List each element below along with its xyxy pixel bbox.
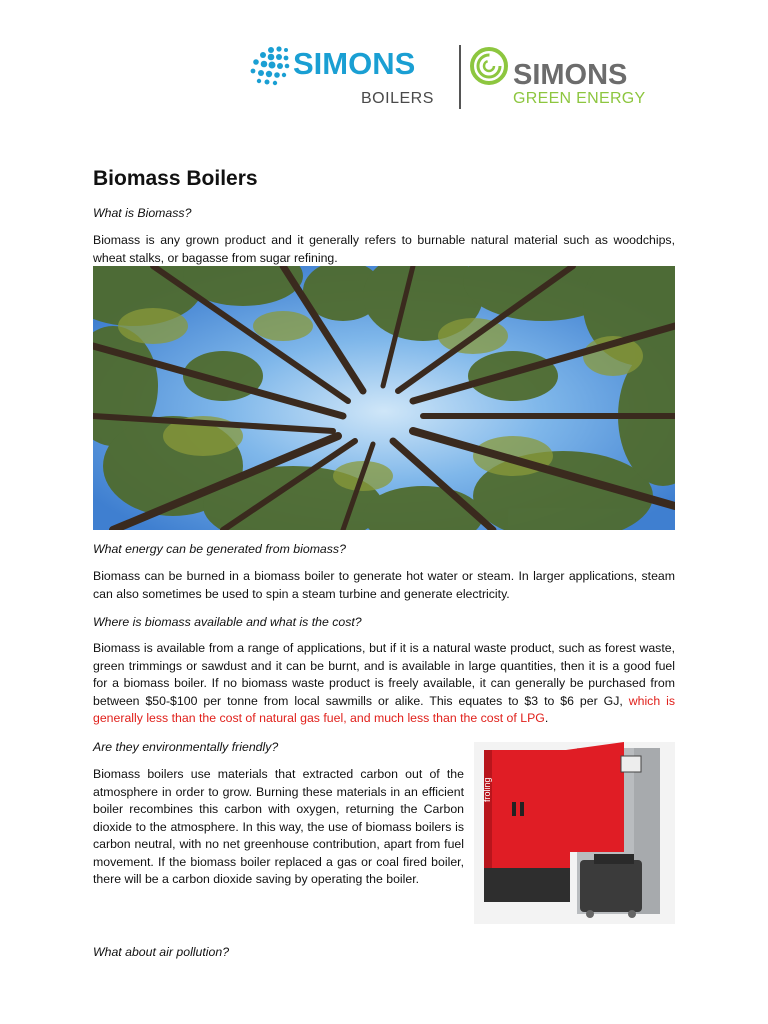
- question-availability-cost: Where is biomass available and what is the cost?: [93, 615, 362, 629]
- logo-simons-text: SIMONS: [293, 46, 416, 81]
- question-energy-generated: What energy can be generated from biomass?: [93, 542, 346, 556]
- dots-logo-icon: [249, 46, 291, 86]
- paragraph-what-is-biomass: Biomass is any grown product and it generally refers to burnable natural material such as woodchips, wheat stalks, or bagasse from sugar refining.: [93, 233, 675, 265]
- page-title: Biomass Boilers: [93, 167, 258, 190]
- logo-green-energy-text: GREEN ENERGY: [513, 90, 646, 107]
- cost-text-end: .: [544, 711, 549, 725]
- boiler-brand-text: froling: [482, 777, 492, 802]
- paragraph-availability-cost: [93, 640, 675, 728]
- biomass-boiler-image: [474, 742, 675, 924]
- cost-highlight-text: which is generally less than the cost of natural gas fuel, and much less than the cost of LPG: [93, 693, 675, 725]
- question-air-pollution: What about air pollution?: [93, 945, 230, 959]
- simons-green-energy-logo: [469, 46, 669, 110]
- logo-divider: [459, 45, 461, 109]
- paragraph-environment: Biomass boilers use materials that extracted carbon out of the atmosphere in order to grow. Burning these materials in an efficient boiler recombines this carbon with oxygen, returning the Carbon dioxide to the atmosphere. In this way, the use of biomass boilers is carbon neutral, with no net greenhouse contribution, apart from fuel movement. If the biomass boiler replaced a gas or coal fired boiler, there will be a carbon dioxide saving by operating the boiler.: [93, 767, 464, 886]
- paragraph-energy-generated: Biomass can be burned in a biomass boiler to generate hot water or steam. In larger applications, steam can also sometimes be used to spin a steam turbine and generate electricity.: [93, 569, 675, 601]
- cost-text: Biomass is available from a range of applications, but if it is a natural waste product, such as forest waste, green trimmings or sawdust and it can be burnt, and is available in large quantities, then it is a good fuel for a biomass boiler. If no biomass waste product is freely available, it can generally be purchased from between $50-$100 per tonne from local sawmills or alike. This equates to $3 to $6 per GJ,: [93, 641, 675, 708]
- logo-boilers-text: BOILERS: [361, 90, 434, 107]
- question-what-is-biomass: What is Biomass?: [93, 206, 192, 220]
- simons-boilers-logo: [249, 46, 435, 110]
- green-swirl-logo-icon: [469, 46, 511, 88]
- question-environment: Are they environmentally friendly?: [93, 740, 279, 754]
- logo-simons-grey-text: SIMONS: [513, 59, 628, 91]
- forest-canopy-image: [93, 266, 675, 530]
